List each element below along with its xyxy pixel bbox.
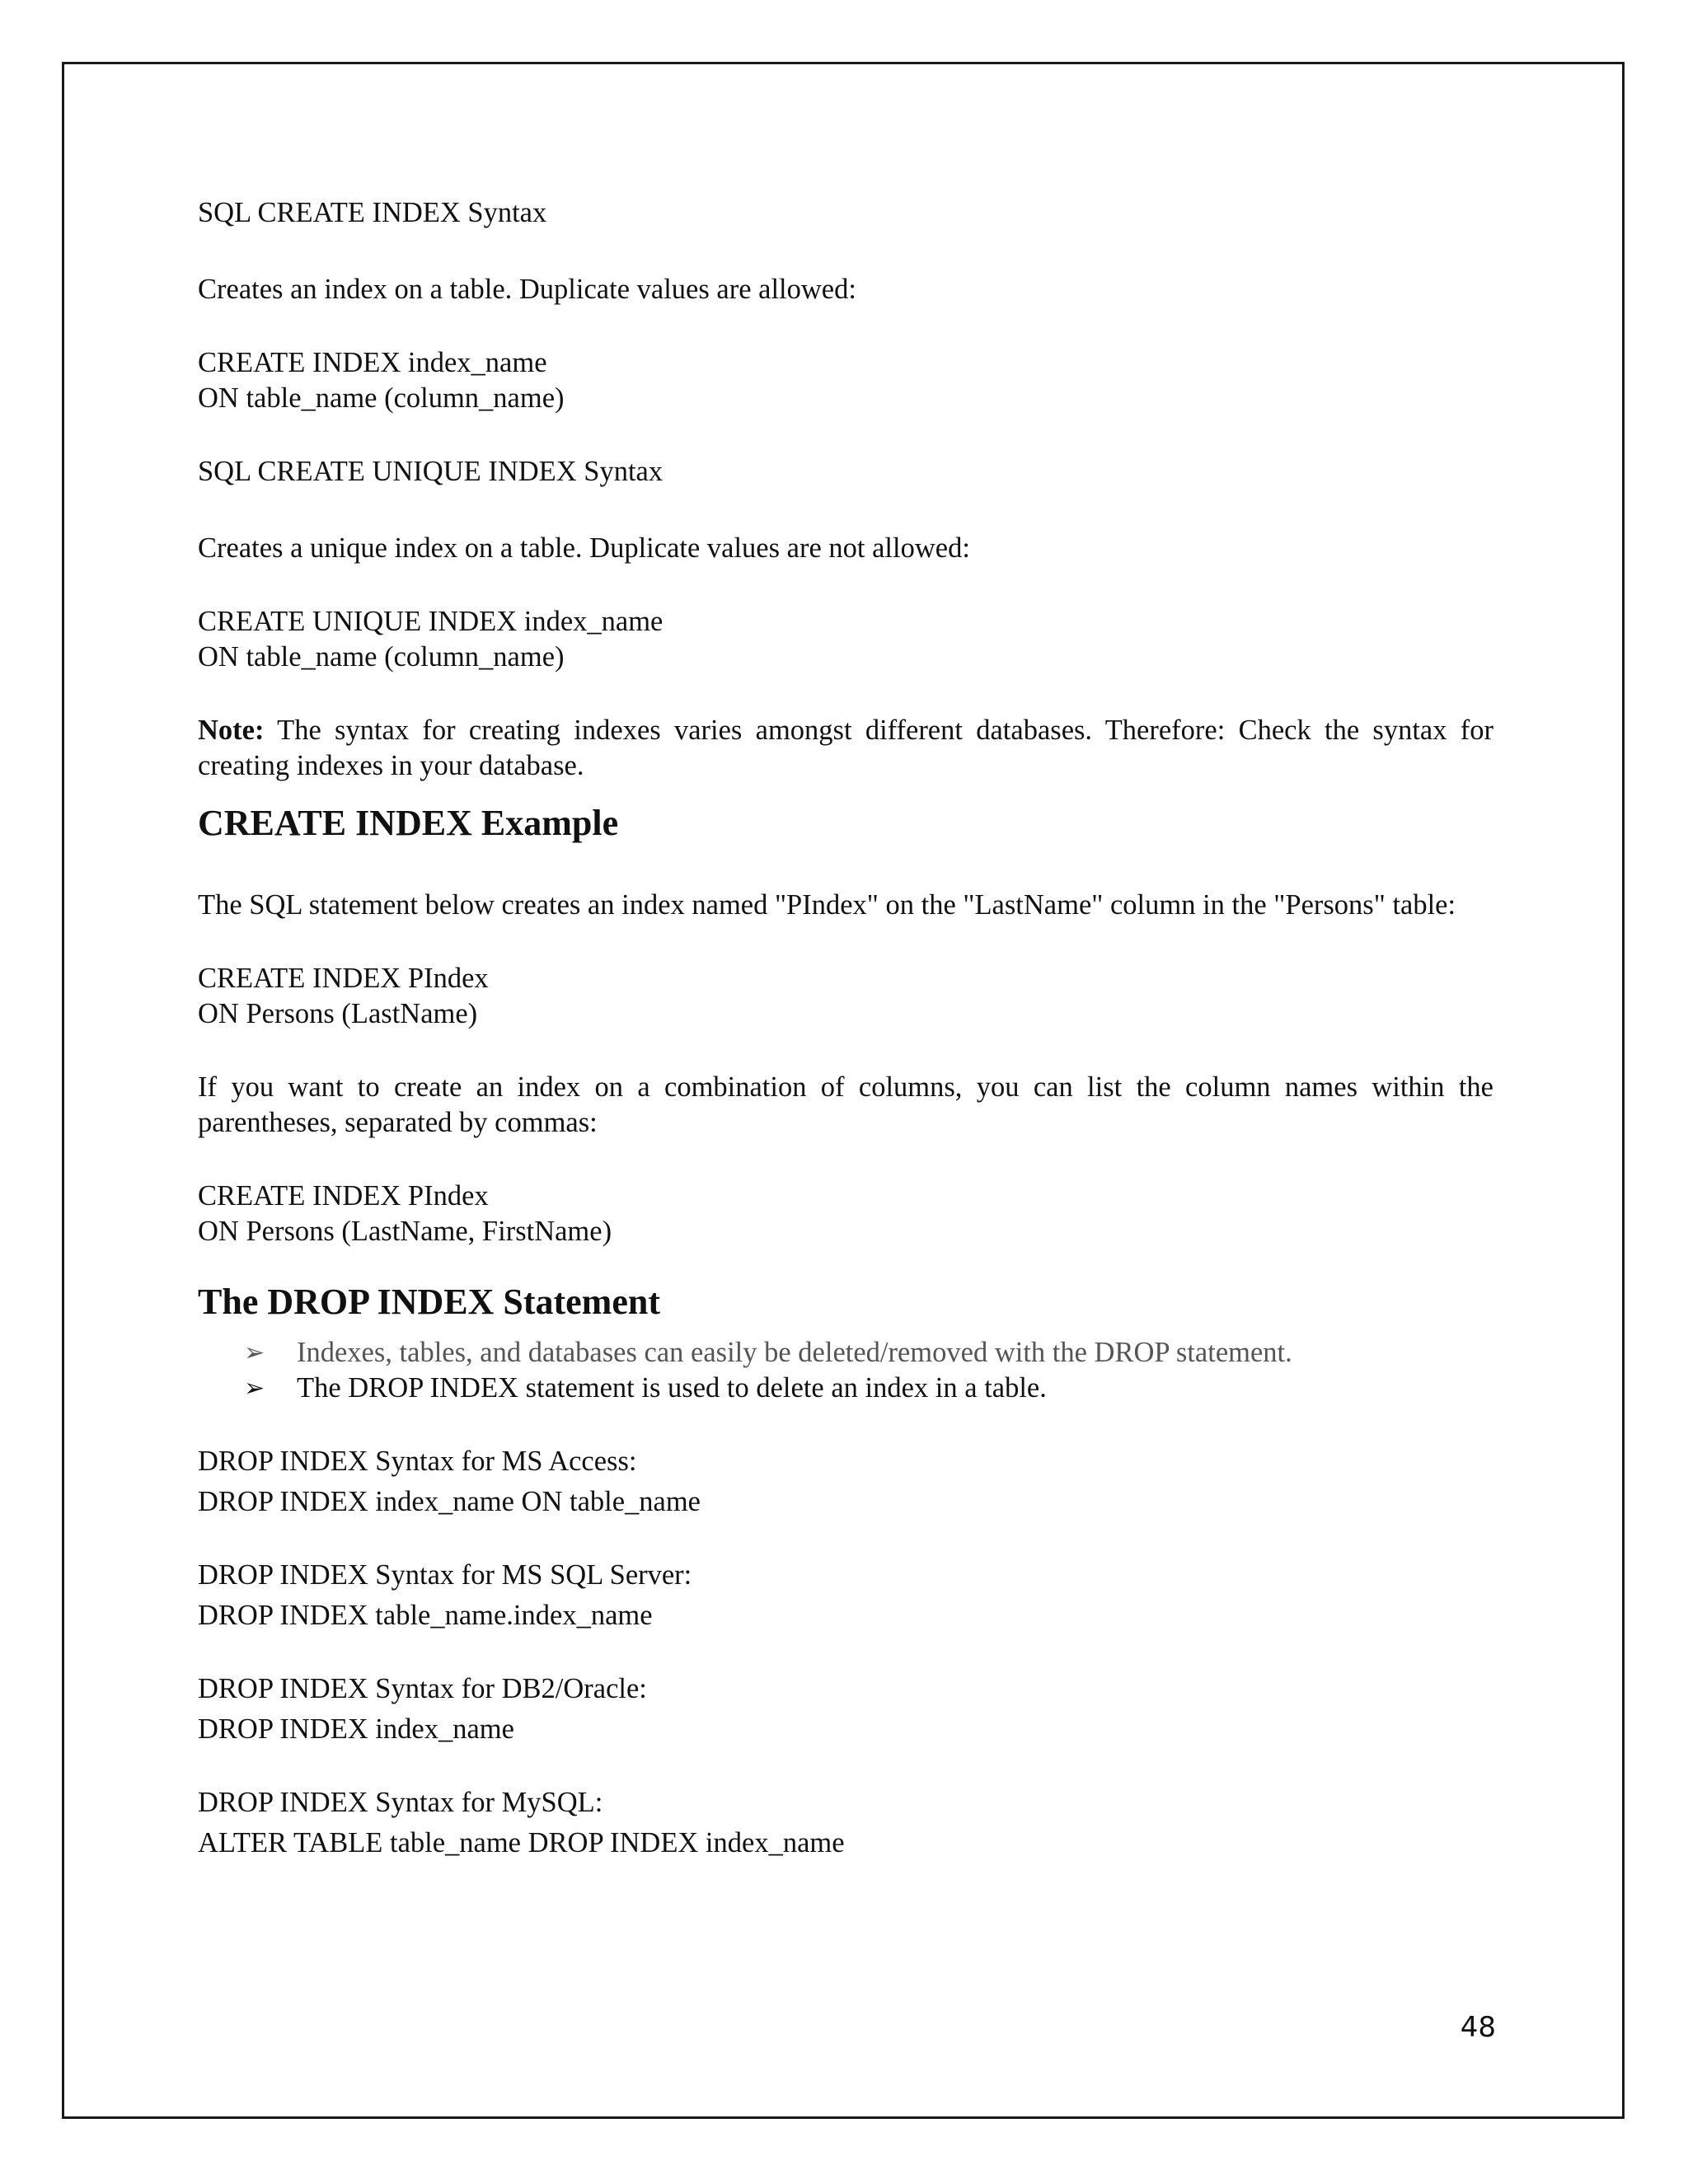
bullet-text: Indexes, tables, and databases can easily be deleted/removed with the DROP statement. xyxy=(297,1337,1292,1368)
drop-db2-oracle-code: DROP INDEX index_name xyxy=(198,1713,514,1745)
page-content xyxy=(198,195,1493,1861)
create-unique-index-code-line-1: CREATE UNIQUE INDEX index_name xyxy=(198,606,663,637)
create-index-code-line-1: CREATE INDEX index_name xyxy=(198,347,547,378)
arrow-bullet-icon: ➢ xyxy=(244,1338,265,1367)
bullet-text: The DROP INDEX statement is used to delete an index in a table. xyxy=(297,1372,1047,1404)
combination-description: If you want to create an index on a combination of columns, you can list the column names within the parentheses, separated by commas: xyxy=(198,1071,1493,1138)
create-unique-index-syntax-heading: SQL CREATE UNIQUE INDEX Syntax xyxy=(198,456,663,487)
create-unique-index-description: Creates a unique index on a table. Duplicate values are not allowed: xyxy=(198,532,970,564)
example-code-line-2: ON Persons (LastName) xyxy=(198,998,478,1029)
note-label: Note: xyxy=(198,715,265,746)
combination-code-line-1: CREATE INDEX PIndex xyxy=(198,1180,489,1212)
drop-mysql-code: ALTER TABLE table_name DROP INDEX index_name xyxy=(198,1827,845,1858)
drop-index-bullet-list xyxy=(198,1335,1493,1406)
drop-ms-sql-server-label: DROP INDEX Syntax for MS SQL Server: xyxy=(198,1559,692,1591)
arrow-bullet-icon: ➢ xyxy=(244,1374,265,1403)
list-item xyxy=(244,1371,1493,1406)
drop-ms-sql-server-code: DROP INDEX table_name.index_name xyxy=(198,1600,653,1631)
example-code-line-1: CREATE INDEX PIndex xyxy=(198,963,489,994)
drop-index-heading: The DROP INDEX Statement xyxy=(198,1282,660,1322)
create-unique-index-code-line-2: ON table_name (column_name) xyxy=(198,641,565,673)
create-index-syntax-heading: SQL CREATE INDEX Syntax xyxy=(198,197,547,228)
drop-mysql-label: DROP INDEX Syntax for MySQL: xyxy=(198,1787,603,1818)
create-index-description: Creates an index on a table. Duplicate values are allowed: xyxy=(198,274,856,305)
drop-db2-oracle-label: DROP INDEX Syntax for DB2/Oracle: xyxy=(198,1673,647,1704)
list-item xyxy=(244,1335,1493,1371)
create-index-example-description: The SQL statement below creates an index named "PIndex" on the "LastName" column in the "Persons" table: xyxy=(198,889,1456,921)
note-paragraph xyxy=(198,713,1493,784)
create-index-code-line-2: ON table_name (column_name) xyxy=(198,382,565,414)
drop-ms-access-code: DROP INDEX index_name ON table_name xyxy=(198,1486,701,1517)
create-index-example-heading: CREATE INDEX Example xyxy=(198,803,619,843)
combination-code-line-2: ON Persons (LastName, FirstName) xyxy=(198,1216,612,1247)
note-text: The syntax for creating indexes varies amongst different databases. Therefore: Check the syntax for creating indexes in your database. xyxy=(198,715,1493,781)
page-number: 48 xyxy=(1460,2011,1496,2044)
drop-ms-access-label: DROP INDEX Syntax for MS Access: xyxy=(198,1446,637,1477)
